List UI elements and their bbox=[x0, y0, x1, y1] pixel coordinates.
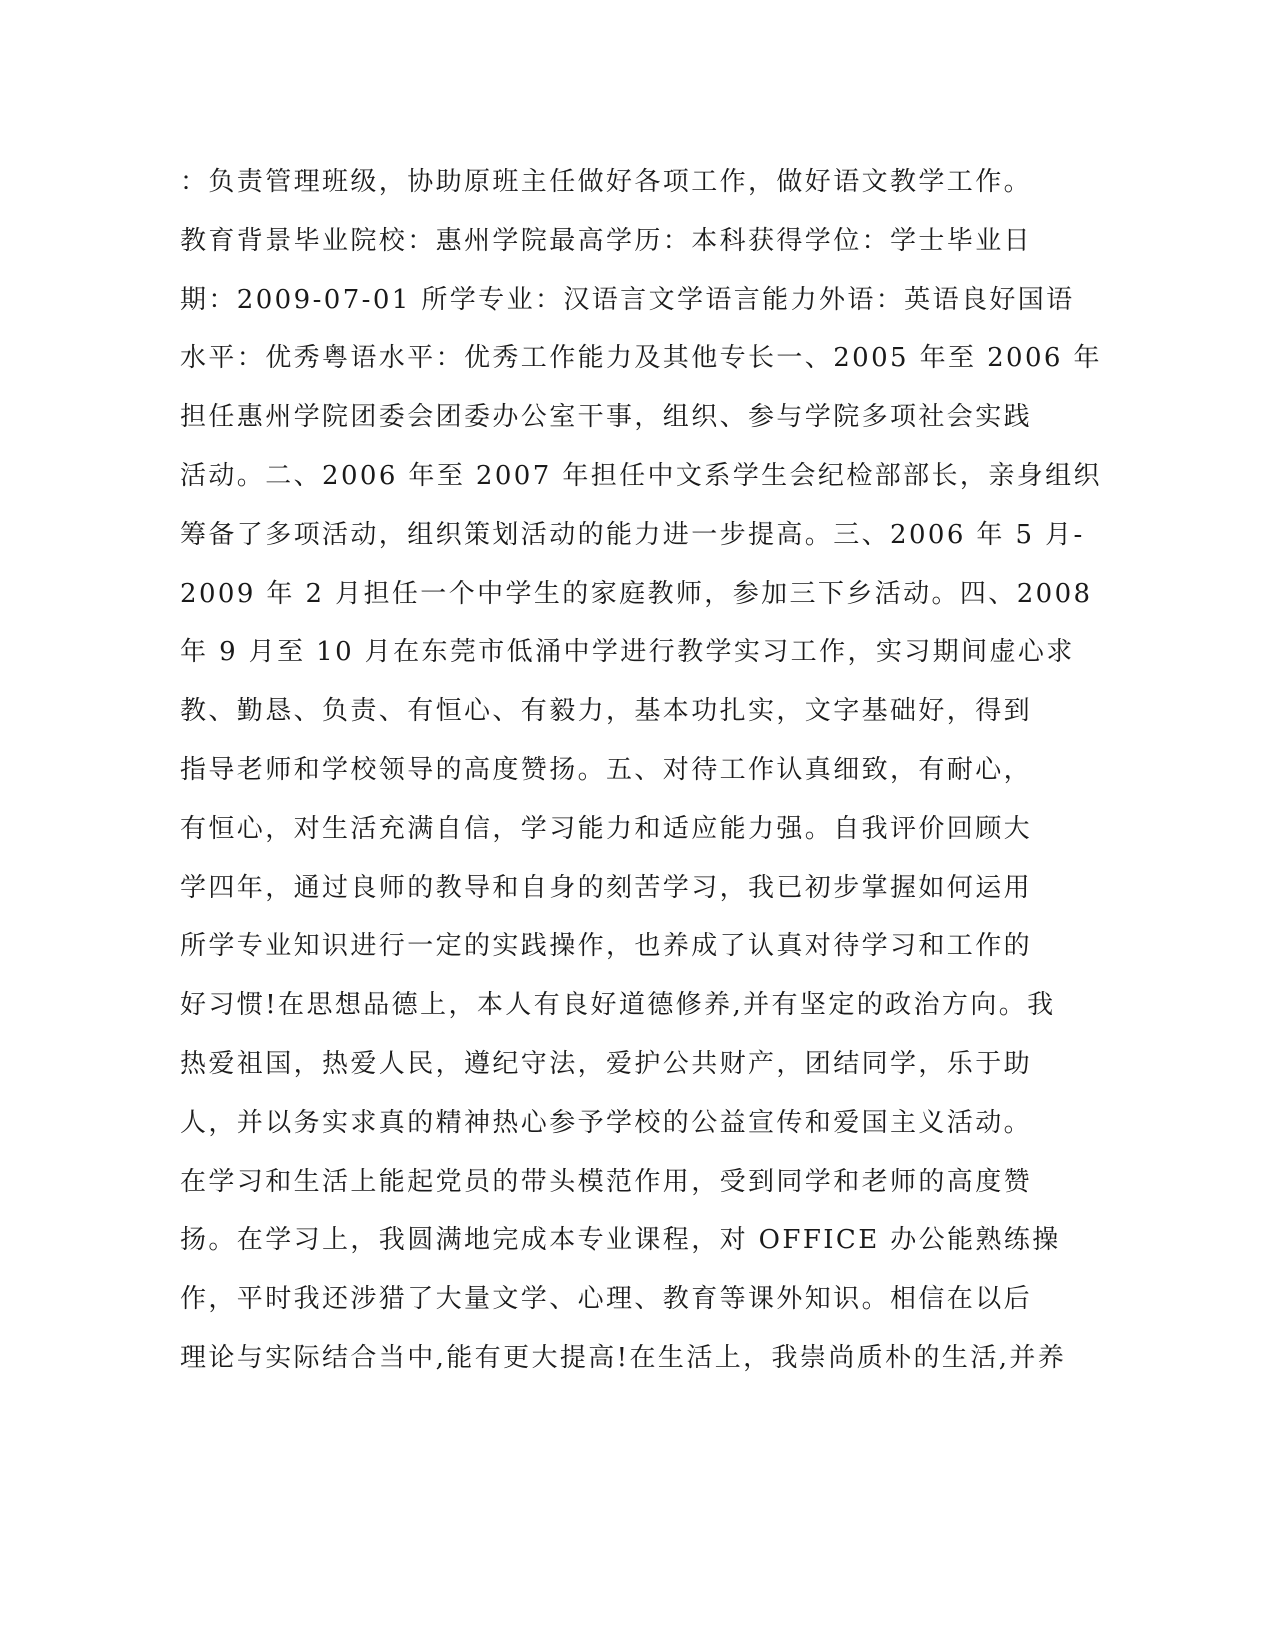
text-line: 在学习和生活上能起党员的带头模范作用，受到同学和老师的高度赞 bbox=[180, 1166, 1033, 1197]
text-line: 期：2009-07-01 所学专业：汉语言文学语言能力外语：英语良好国语 bbox=[180, 284, 1075, 315]
document-body bbox=[180, 158, 1102, 1393]
text-line: 指导老师和学校领导的高度赞扬。五、对待工作认真细致，有耐心， bbox=[180, 754, 1033, 785]
text-line: 热爱祖国，热爱人民，遵纪守法，爱护公共财产，团结同学，乐于助 bbox=[180, 1048, 1033, 1079]
text-line: 人，并以务实求真的精神热心参予学校的公益宣传和爱国主义活动。 bbox=[180, 1107, 1033, 1138]
text-line: 好习惯!在思想品德上，本人有良好道德修养,并有坚定的政治方向。我 bbox=[180, 990, 1056, 1021]
text-line: 所学专业知识进行一定的实践操作，也养成了认真对待学习和工作的 bbox=[180, 931, 1033, 962]
text-line: 扬。在学习上，我圆满地完成本专业课程，对 OFFICE 办公能熟练操 bbox=[180, 1225, 1061, 1256]
text-line: ：负责管理班级，协助原班主任做好各项工作，做好语文教学工作。 bbox=[180, 167, 1033, 197]
text-line: 有恒心，对生活充满自信，学习能力和适应能力强。自我评价回顾大 bbox=[180, 813, 1033, 844]
text-line: 担任惠州学院团委会团委办公室干事，组织、参与学院多项社会实践 bbox=[180, 402, 1033, 433]
text-line: 筹备了多项活动，组织策划活动的能力进一步提高。三、2006 年 5 月- bbox=[180, 519, 1085, 550]
text-line: 教育背景毕业院校：惠州学院最高学历：本科获得学位：学士毕业日 bbox=[180, 225, 1033, 256]
text-line: 教、勤恳、负责、有恒心、有毅力，基本功扎实，文字基础好，得到 bbox=[180, 696, 1033, 727]
text-line: 年 9 月至 10 月在东莞市低涌中学进行教学实习工作，实习期间虚心求 bbox=[180, 637, 1075, 668]
text-line: 2009 年 2 月担任一个中学生的家庭教师，参加三下乡活动。四、2008 bbox=[180, 578, 1093, 609]
text-line: 活动。二、2006 年至 2007 年担任中文系学生会纪检部部长，亲身组织 bbox=[180, 460, 1102, 491]
text-line: 理论与实际结合当中,能有更大提高!在生活上，我崇尚质朴的生活,并养 bbox=[180, 1342, 1067, 1373]
text-line: 水平：优秀粤语水平：优秀工作能力及其他专长一、2005 年至 2006 年 bbox=[180, 343, 1102, 374]
text-line: 学四年，通过良师的教导和自身的刻苦学习，我已初步掌握如何运用 bbox=[180, 872, 1033, 903]
text-line: 作，平时我还涉猎了大量文学、心理、教育等课外知识。相信在以后 bbox=[180, 1284, 1033, 1315]
